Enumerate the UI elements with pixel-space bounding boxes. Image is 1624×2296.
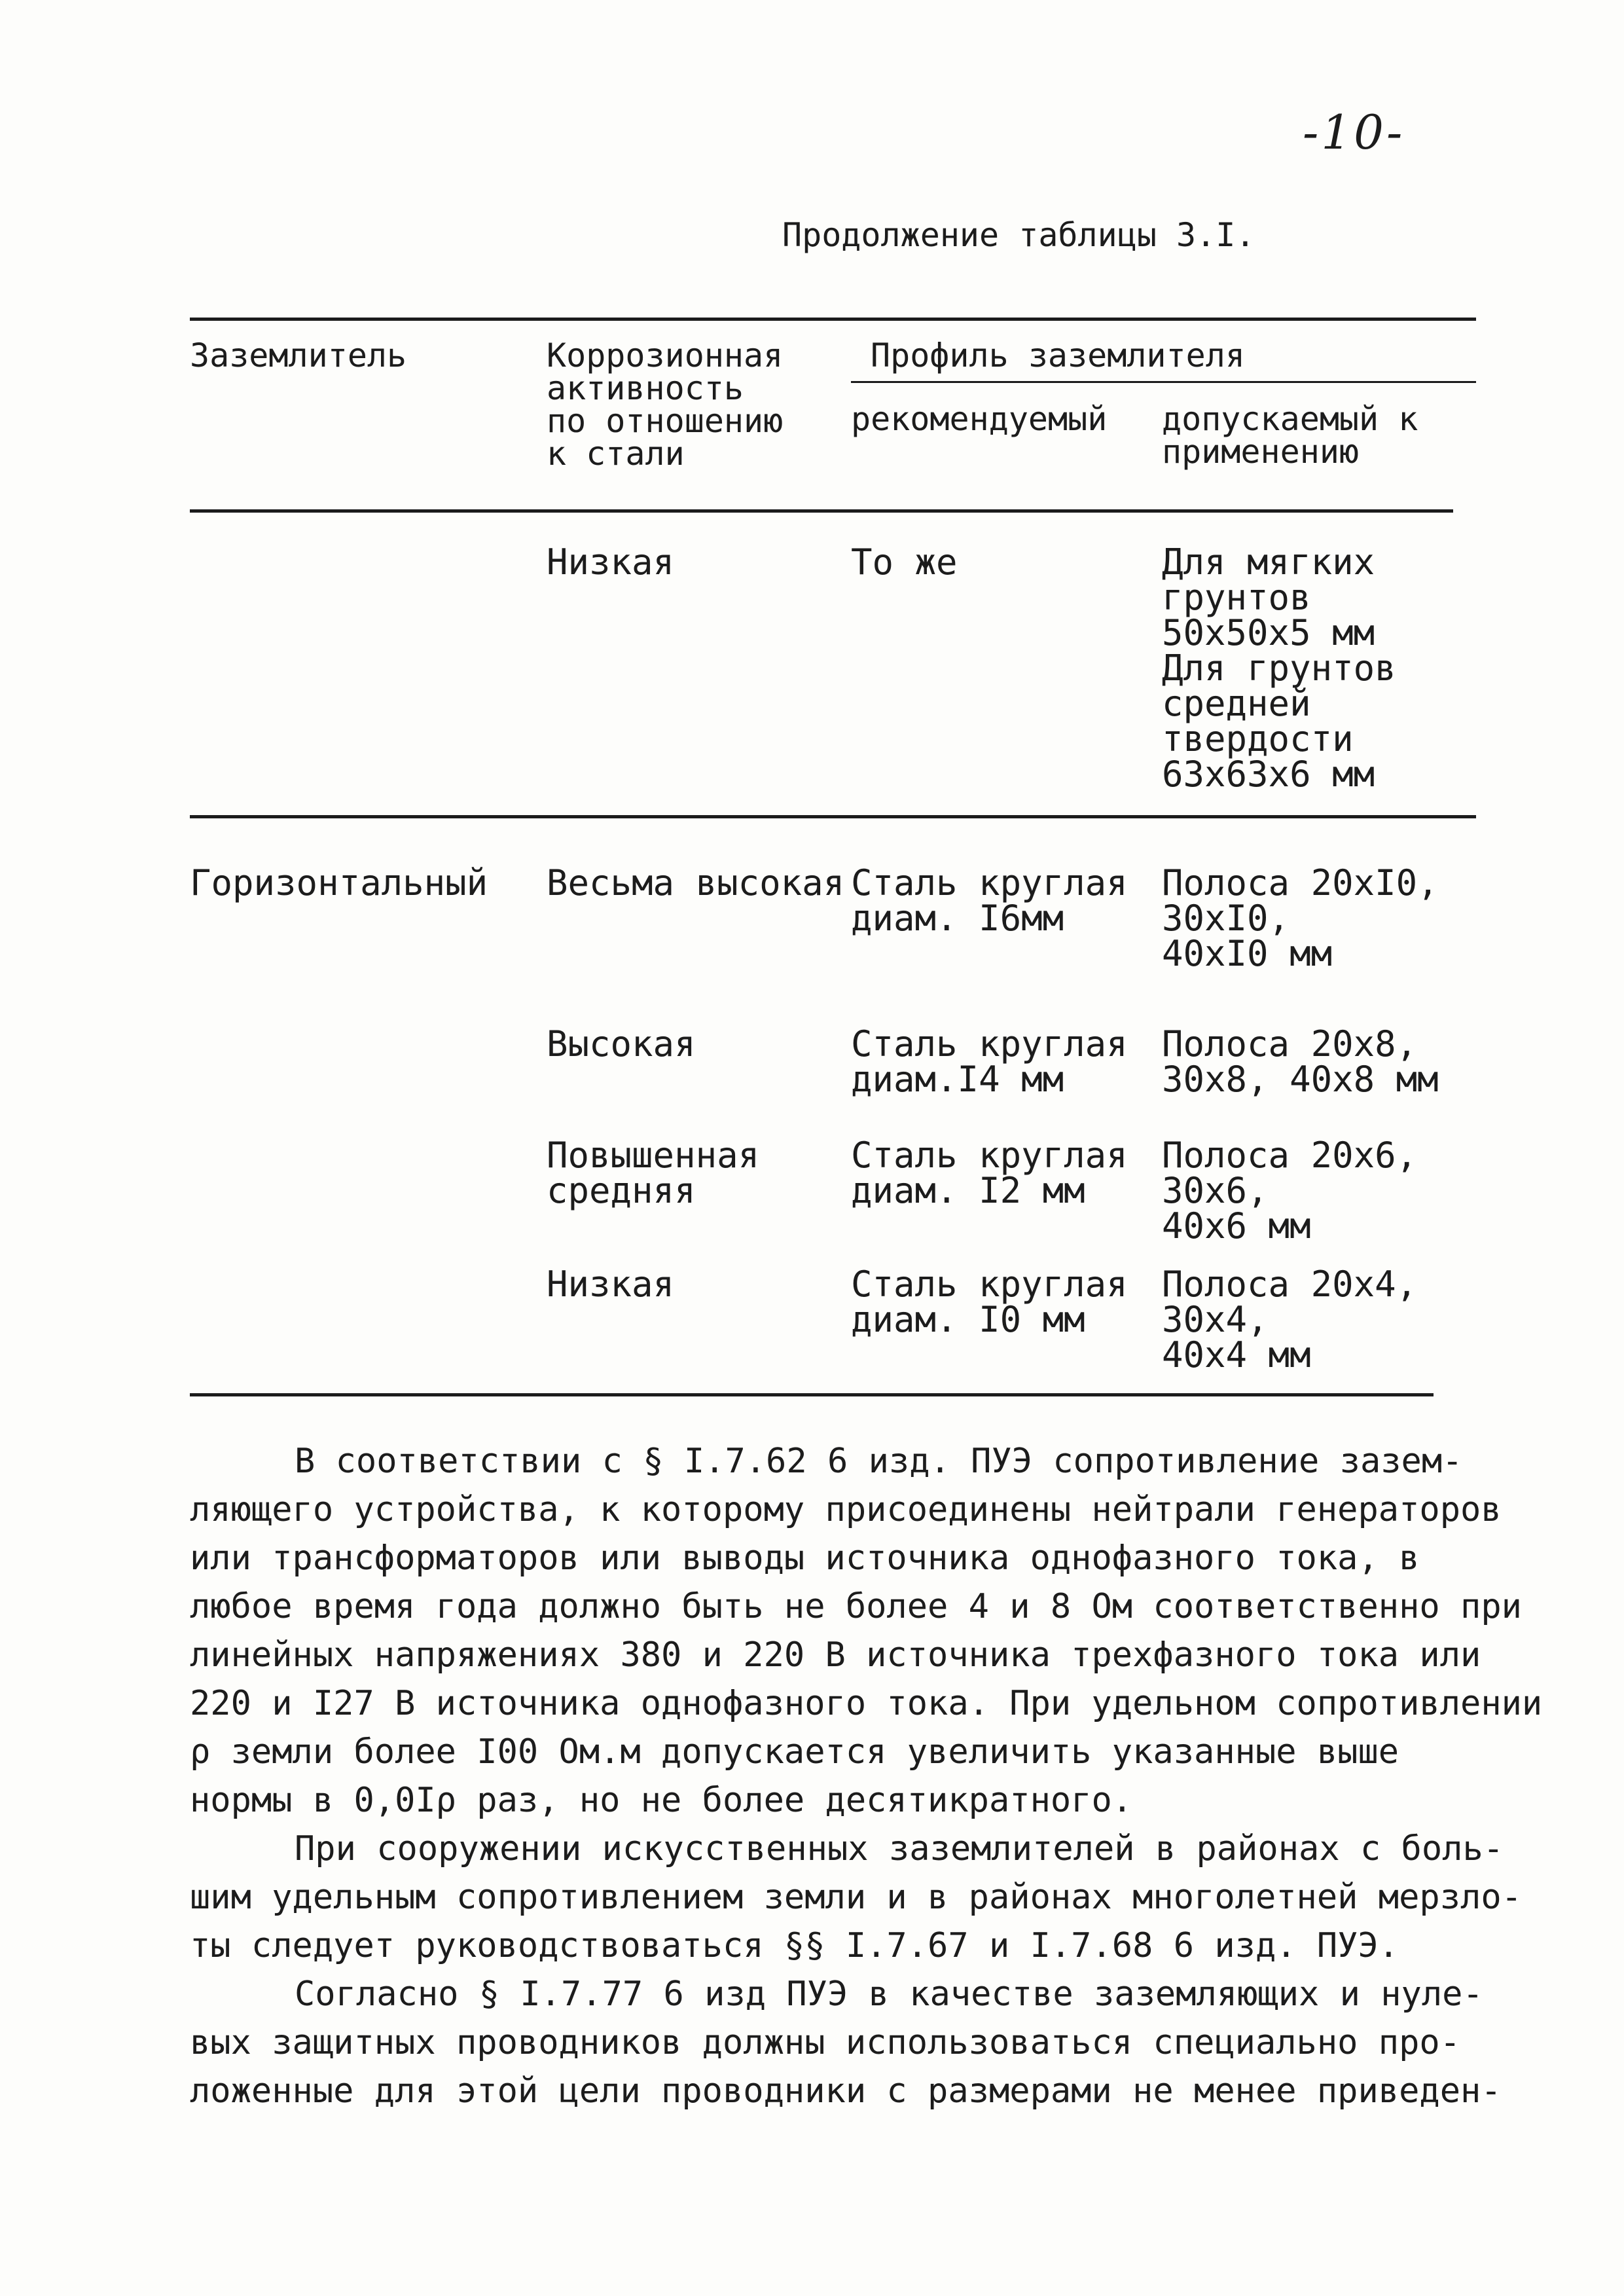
text-line: ложенные для этой цели проводники с размерами не менее приведен- [190,2071,1502,2111]
text-line: любое время года должно быть не более 4 и 8 Ом соответственно при [190,1587,1522,1626]
header-corrosion-line: активность [547,369,744,407]
cell-line: 40x6 мм [1162,1205,1311,1247]
cell-line: 30x6, [1162,1170,1269,1211]
header-allowed [1162,400,1418,471]
row-recommended [851,541,958,583]
cell-line: 30xI0, [1162,898,1290,939]
row-type: Горизонтальный [190,862,488,903]
paragraph-resistance [190,1437,1543,1825]
row-allowed [1162,1264,1418,1376]
text-line: При сооружении искусственных заземлителей в районах с боль- [295,1829,1504,1868]
header-recommended: рекомендуемый [851,400,1108,438]
cell-line: 30x4, [1162,1299,1269,1340]
cell-line: То же [851,541,958,583]
cell-line: Полоса 20x6, [1162,1135,1418,1176]
cell-line: Полоса 20x8, [1162,1023,1418,1065]
row-recommended [851,862,1128,939]
cell-line: Повышенная [547,1135,760,1176]
header-allowed-line: допускаемый к [1162,400,1418,438]
row-activity [547,1135,760,1211]
table-caption: Продолжение таблицы 3.I. [782,216,1255,254]
header-corrosion-line: по отношению [547,402,784,440]
cell-line: грунтов [1162,577,1311,618]
cell-line: Низкая [547,1264,675,1305]
text-line: ляющего устройства, к которому присоединены нейтрали генераторов [190,1490,1502,1529]
row-recommended [851,1264,1128,1340]
cell-line: Высокая [547,1023,696,1065]
row-allowed [1162,541,1396,795]
text-line: Согласно § I.7.77 6 изд ПУЭ в качестве заземляющих и нуле- [295,1975,1483,2014]
cell-line: 50x50x5 мм [1162,612,1375,653]
header-corrosion-activity [547,337,784,473]
header-corrosion-line: к стали [547,435,685,473]
cell-line: Для мягких [1162,541,1375,583]
row-activity [547,541,675,583]
cell-line: диам. I6мм [851,898,1064,939]
row-allowed [1162,1023,1439,1100]
cell-line: диам. I2 мм [851,1170,1085,1211]
section-rule [190,815,1476,818]
text-line: вых защитных проводников должны использоваться специально про- [190,2023,1461,2062]
row-allowed [1162,1135,1418,1247]
cell-line: Сталь круглая [851,1264,1128,1305]
row-activity [547,1264,675,1305]
cell-line: средней [1162,683,1311,724]
text-line: ρ земли более I00 Ом.м допускается увеличить указанные выше [190,1732,1399,1772]
cell-line: 30x8, 40x8 мм [1162,1059,1439,1100]
row-activity [547,862,845,903]
cell-line: Для грунтов [1162,647,1396,689]
cell-line: Сталь круглая [851,862,1128,903]
cell-line: Весьма высокая [547,862,845,903]
text-line: или трансформаторов или выводы источника однофазного тока, в [190,1539,1420,1578]
header-grounding-electrode: Заземлитель [190,337,407,374]
page-number: -10- [1303,105,1405,160]
row-activity [547,1023,696,1065]
text-line: нормы в 0,0Iρ раз, но не более десятикратного. [190,1781,1133,1820]
cell-line: средняя [547,1170,696,1211]
cell-line: Полоса 20xI0, [1162,862,1439,903]
cell-line: Полоса 20x4, [1162,1264,1418,1305]
header-corrosion-line: Коррозионная [547,337,784,374]
paragraph-conductors [190,1970,1502,2115]
cell-line: 40x4 мм [1162,1334,1311,1376]
cell-line: 63x63x6 мм [1162,754,1375,795]
table-bottom-rule [190,1393,1434,1396]
row-recommended [851,1135,1128,1211]
paragraph-permafrost [190,1825,1522,1970]
cell-line: диам. I0 мм [851,1299,1085,1340]
row-recommended [851,1023,1128,1100]
cell-line: 40xI0 мм [1162,933,1333,974]
text-line: В соответствии с § I.7.62 6 изд. ПУЭ сопротивление зазем- [295,1442,1463,1481]
cell-line: диам.I4 мм [851,1059,1064,1100]
header-allowed-line: применению [1162,433,1360,471]
table-top-rule [190,318,1476,321]
cell-line: Сталь круглая [851,1135,1128,1176]
row-allowed [1162,862,1439,974]
header-bottom-rule [190,509,1453,513]
text-line: линейных напряжениях 380 и 220 В источника трехфазного тока или [190,1635,1481,1675]
text-line: 220 и I27 В источника однофазного тока. При удельном сопротивлении [190,1684,1543,1723]
text-line: ты следует руководствоваться §§ I.7.67 и I.7.68 6 изд. ПУЭ. [190,1926,1399,1965]
cell-line: Сталь круглая [851,1023,1128,1065]
text-line: шим удельным сопротивлением земли и в районах многолетней мерзло- [190,1878,1522,1917]
cell-line: твердости [1162,718,1354,759]
cell-line: Низкая [547,541,675,583]
header-profile-group: Профиль заземлителя [871,337,1245,374]
header-group-rule [851,381,1476,383]
